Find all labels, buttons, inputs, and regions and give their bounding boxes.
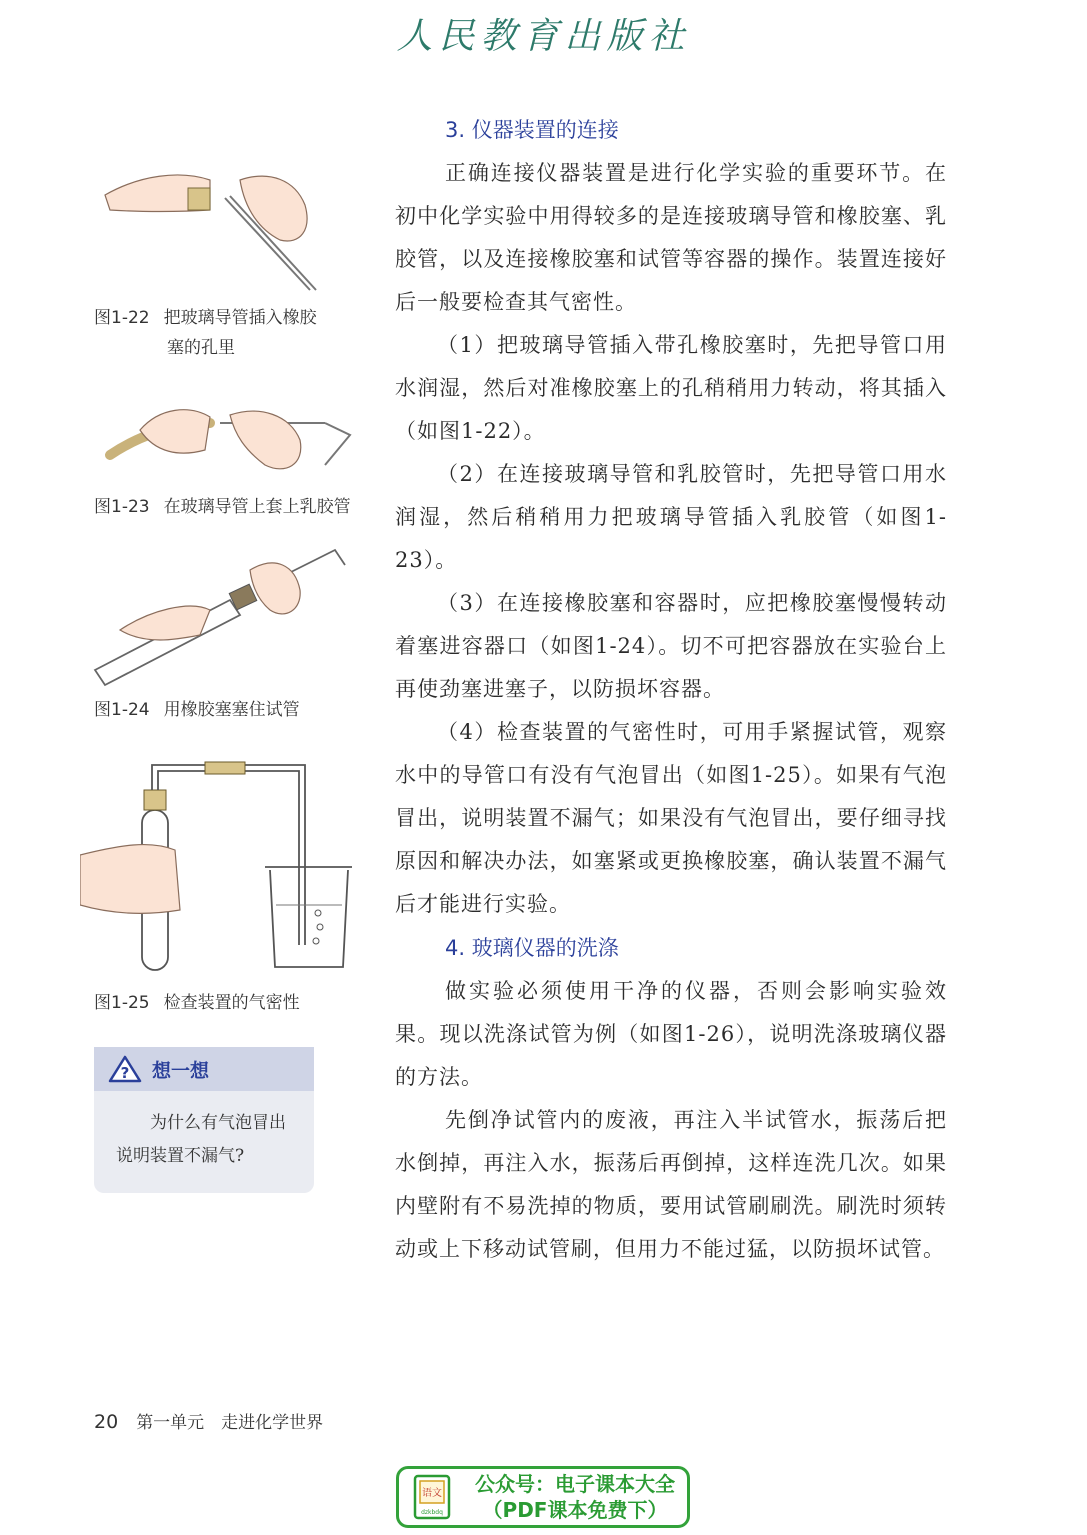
think-box [94, 1047, 314, 1193]
figure-caption-1-24 [94, 695, 300, 725]
think-box-body: 为什么有气泡冒出说明装置不漏气? [116, 1113, 286, 1166]
think-box-header [94, 1047, 314, 1091]
badge-line-2: （PDF课本免费下） [482, 1498, 668, 1522]
caption-text: 在玻璃导管上套上乳胶管 [163, 497, 351, 517]
badge-icon-sublabel: dzkbdq [421, 1509, 443, 1516]
badge-icon-label: 语文 [422, 1488, 442, 1499]
figure-number: 图1-23 [94, 497, 150, 517]
figure-caption-1-22 [94, 303, 317, 363]
paragraph: 做实验必须使用干净的仪器，否则会影响实验效果。现以洗涤试管为例（如图1-26），说明洗涤玻璃仪器的方法。 [395, 979, 947, 1089]
svg-text:?: ? [120, 1064, 130, 1082]
book-icon [413, 1474, 453, 1520]
figure-number: 图1-24 [94, 700, 150, 720]
wechat-badge[interactable] [396, 1466, 690, 1528]
figure-1-25 [80, 755, 380, 975]
think-box-title: 想一想 [152, 1059, 210, 1082]
figure-number: 图1-25 [94, 993, 150, 1013]
caption-text-line2: 塞的孔里 [167, 338, 235, 358]
paragraph: （4）检查装置的气密性时，可用手紧握试管，观察水中的导管口有没有气泡冒出（如图1-25）。如果有气泡冒出，说明装置不漏气；如果没有气泡冒出，要仔细寻找原因和解决办法，如塞紧或更换橡胶塞，确认装置不漏气后才能进行实验。 [395, 720, 947, 916]
badge-text [463, 1471, 687, 1523]
unit-title: 第一单元 走进化学世界 [136, 1413, 324, 1433]
main-text [395, 108, 947, 1271]
figure-caption-1-23 [94, 492, 351, 522]
paragraph: 正确连接仪器装置是进行化学实验的重要环节。在初中化学实验中用得较多的是连接玻璃导管和橡胶塞、乳胶管，以及连接橡胶塞和试管等容器的操作。装置连接好后一般要检查其气密性。 [395, 161, 947, 314]
paragraph: （3）在连接橡胶塞和容器时，应把橡胶塞慢慢转动着塞进容器口（如图1-24）。切不可把容器放在实验台上再使劲塞进塞子，以防损坏容器。 [395, 591, 947, 701]
caption-text: 把玻璃导管插入橡胶 [163, 308, 317, 328]
stopper-test-tube-illustration [80, 540, 380, 690]
section-heading-4: 4. 玻璃仪器的洗涤 [445, 936, 619, 960]
section-heading-3: 3. 仪器装置的连接 [445, 118, 619, 142]
badge-line-1: 公众号：电子课本大全 [475, 1472, 675, 1496]
attach-rubber-tube-illustration [80, 395, 380, 485]
figure-1-23 [80, 395, 380, 485]
insert-tube-into-stopper-illustration [80, 150, 380, 300]
paragraph: （2）在连接玻璃导管和乳胶管时，先把导管口用水润湿，然后稍稍用力把玻璃导管插入乳胶管（如图1-23）。 [395, 462, 947, 572]
figure-number: 图1-22 [94, 308, 150, 328]
page-footer [94, 1408, 323, 1433]
figure-caption-1-25 [94, 988, 300, 1018]
publisher-logo: 人民教育出版社 [396, 16, 691, 57]
page-number: 20 [94, 1411, 119, 1433]
figure-1-24 [80, 540, 380, 690]
paragraph: 先倒净试管内的废液，再注入半试管水，振荡后把水倒掉，再注入水，振荡后再倒掉，这样连洗几次。如果内壁附有不易洗掉的物质，要用试管刷刷洗。刷洗时须转动或上下移动试管刷，但用力不能过猛，以防损坏试管。 [395, 1108, 947, 1261]
caption-text: 用橡胶塞塞住试管 [163, 700, 300, 720]
paragraph: （1）把玻璃导管插入带孔橡胶塞时，先把导管口用水润湿，然后对准橡胶塞上的孔稍稍用力转动，将其插入（如图1-22）。 [395, 333, 947, 443]
airtightness-check-illustration [80, 755, 380, 975]
question-triangle-icon [108, 1055, 142, 1083]
caption-text: 检查装置的气密性 [163, 993, 300, 1013]
figure-1-22 [80, 150, 380, 300]
